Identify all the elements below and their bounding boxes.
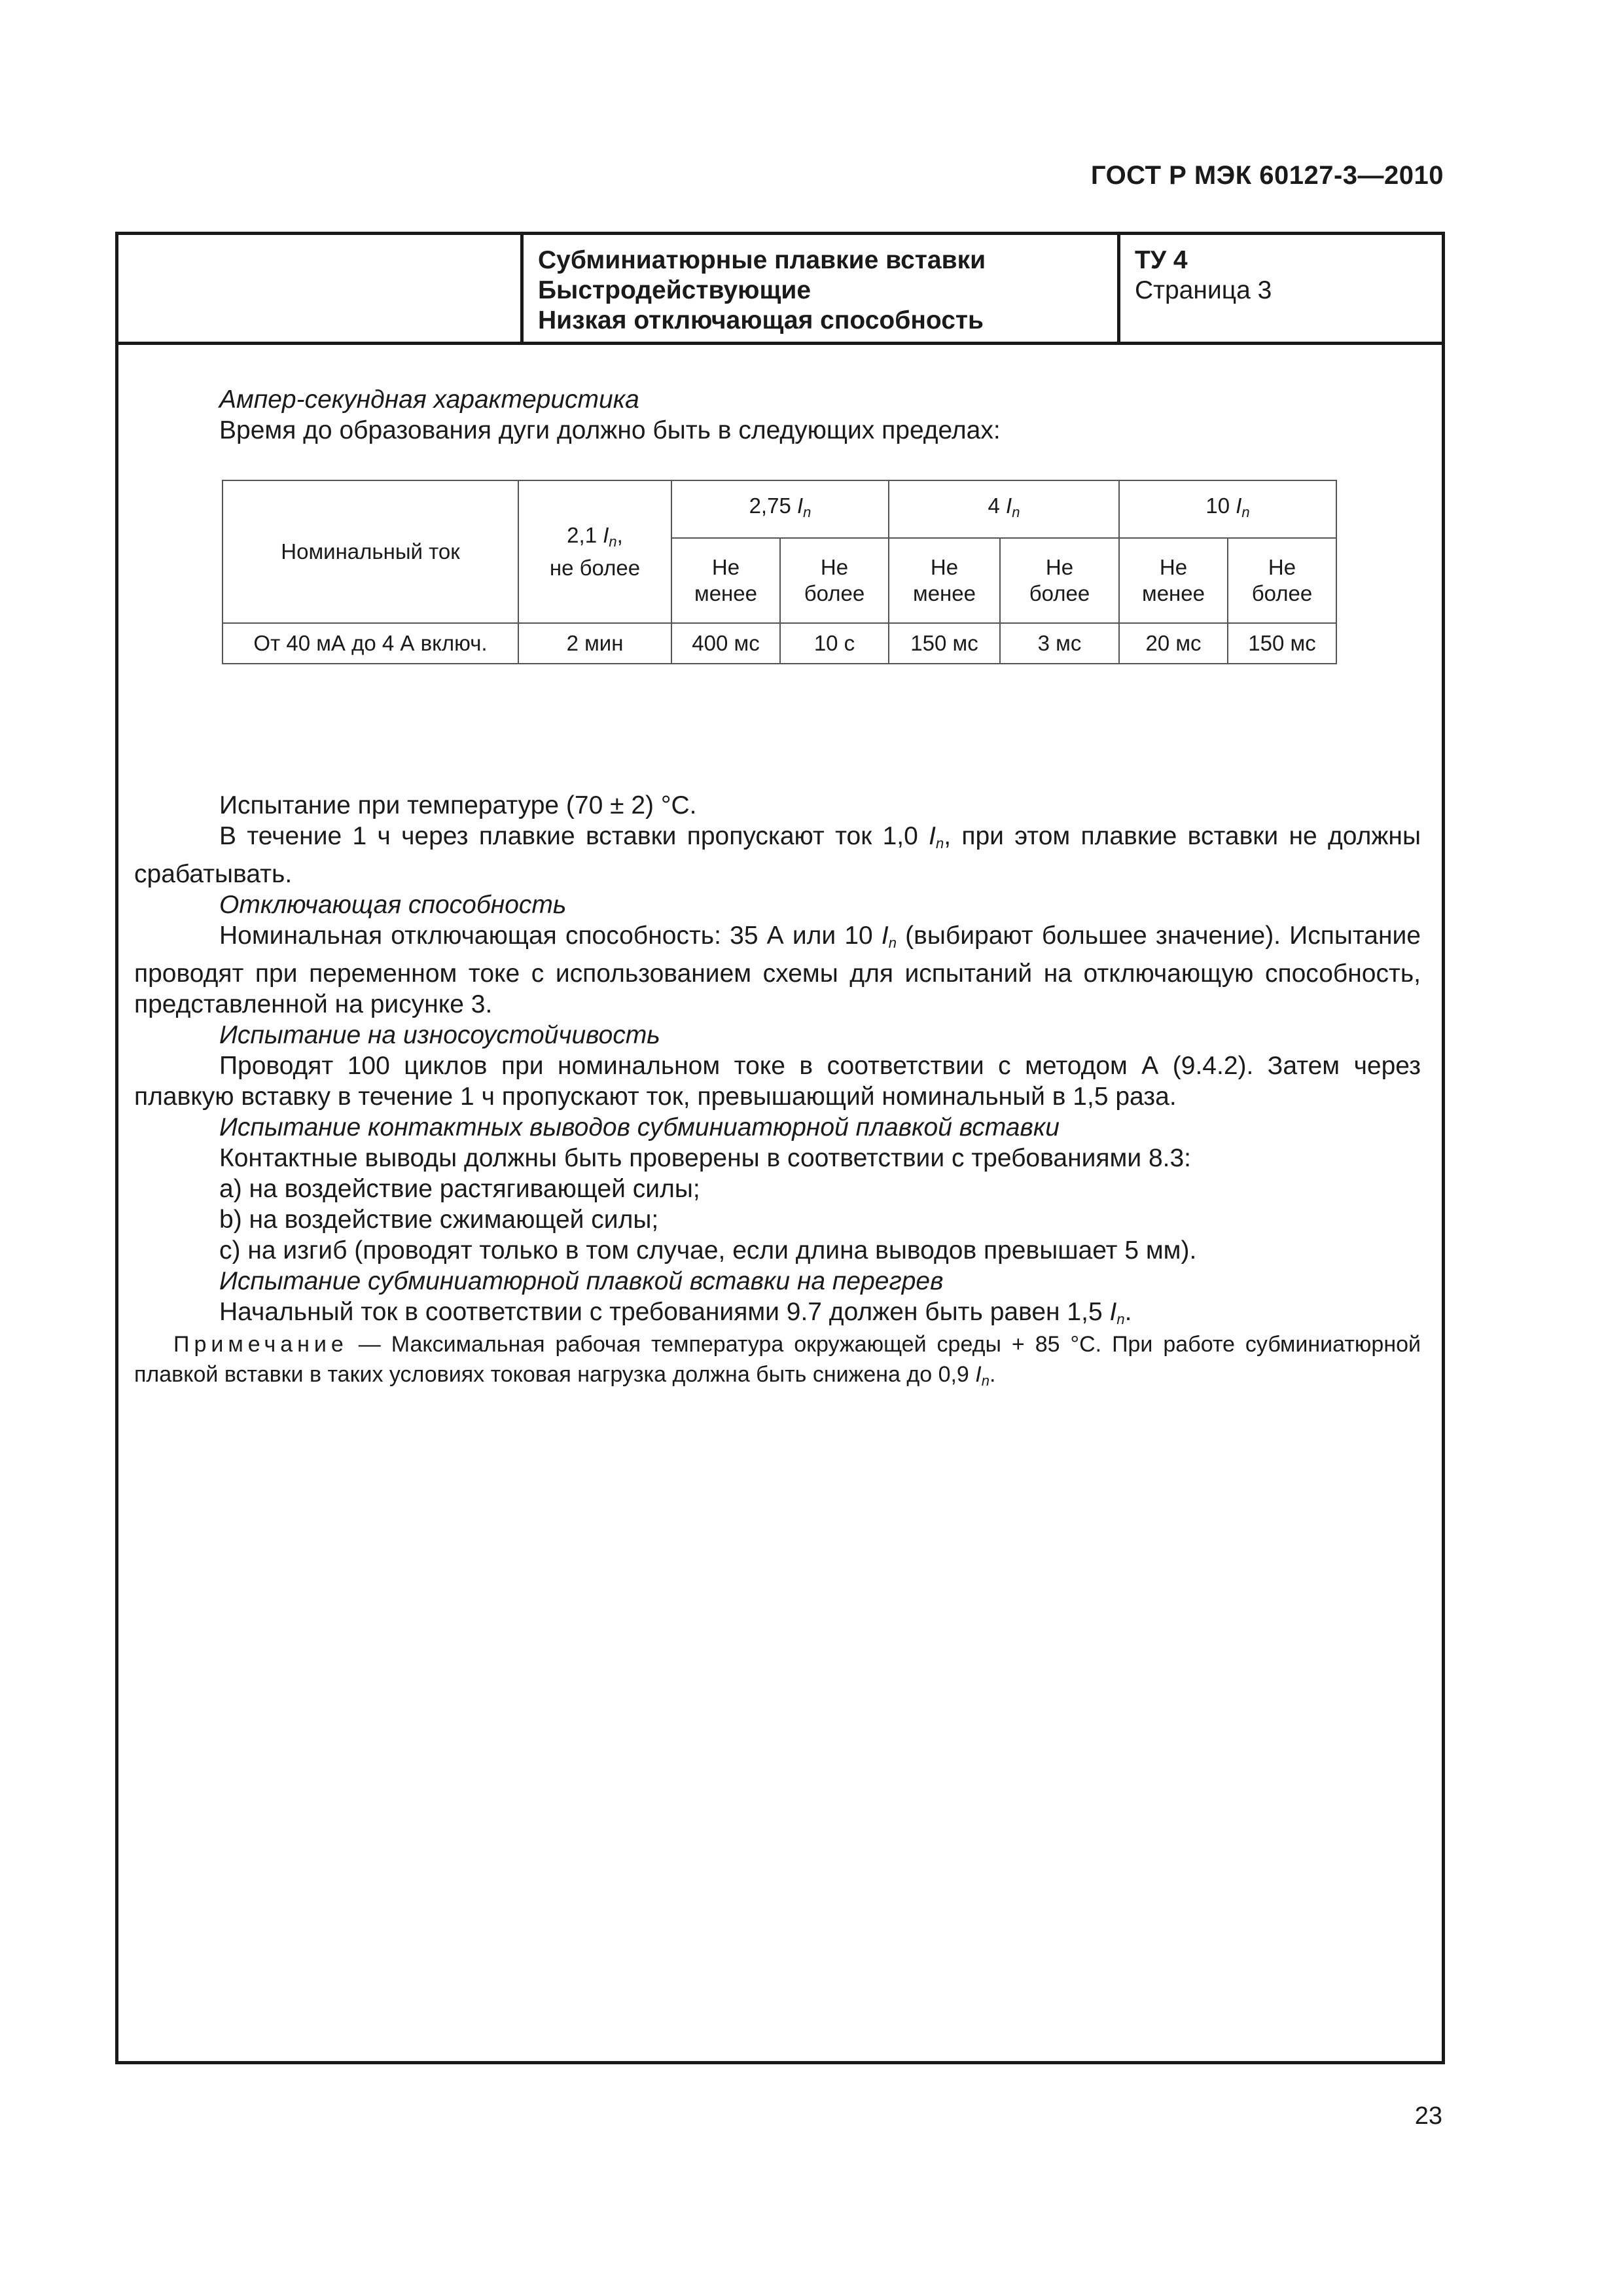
subheader-not-more: Не более xyxy=(1228,538,1336,623)
subheader-not-more: Не более xyxy=(1000,538,1119,623)
heading-breaking-capacity: Отключающая способность xyxy=(219,891,567,919)
cell-value: 150 мс xyxy=(1228,623,1336,664)
header-2-1-in: 2,1 $I_n$, не более xyxy=(518,480,671,623)
header-10-in: 10 $I_n$ xyxy=(1119,480,1336,538)
pre-arcing-time-table xyxy=(222,480,1337,664)
paragraph-terminals: Контактные выводы должны быть проверены в соответствии с требованиями 8.3: xyxy=(219,1144,1192,1172)
paragraph-limits: Время до образования дуги должно быть в следующих пределах: xyxy=(219,416,1001,444)
page-number: 23 xyxy=(1414,2102,1442,2130)
cell-value: 3 мс xyxy=(1000,623,1119,664)
heading-overheating: Испытание субминиатюрной плавкой вставки на перегрев xyxy=(219,1267,944,1295)
cell-value: 150 мс xyxy=(889,623,1000,664)
subheader-not-less: Не менее xyxy=(671,538,780,623)
cell-value: 10 с xyxy=(780,623,889,664)
subheader-not-less: Не менее xyxy=(1119,538,1228,623)
paragraph-temperature: Испытание при температуре (70 ± 2) °С. xyxy=(219,791,697,819)
sheet-body xyxy=(134,384,1421,446)
title-line: Субминиатюрные плавкие вставки xyxy=(538,246,986,274)
title-line: Низкая отключающая способность xyxy=(538,306,984,334)
sheet-id-block xyxy=(1120,235,1272,306)
sheet-header xyxy=(118,235,1442,345)
spec-sheet-frame xyxy=(115,232,1445,2064)
list-item: c) на изгиб (проводят только в том случае, если длина выводов превышает 5 мм). xyxy=(219,1236,1197,1265)
standard-code: ГОСТ Р МЭК 60127-3—2010 xyxy=(1090,161,1444,190)
header-rated-current: Номинальный ток xyxy=(223,480,518,623)
heading-terminals: Испытание контактных выводов субминиатюрной плавкой вставки xyxy=(219,1113,1060,1141)
paragraph-breaking-capacity: Номинальная отключающая способность: 35 А или 10 $I_n$ (выбирают большее значение). Испытание проводят при переменном токе с использованием схемы для испытаний на отключающую способность, представленной на рисунке 3. xyxy=(134,922,1421,1018)
cell-value: 20 мс xyxy=(1119,623,1228,664)
row-label: От 40 мА до 4 А включ. xyxy=(223,623,518,664)
cell-value: 2 мин xyxy=(518,623,671,664)
paragraph-endurance: Проводят 100 циклов при номинальном токе в соответствии с методом А (9.4.2). Затем через плавкую вставку в течение 1 ч пропускают ток, превышающий номинальный в 1,5 раза. xyxy=(134,1052,1421,1111)
sheet-id: ТУ 4 xyxy=(1135,246,1188,274)
heading-ampere-second: Ампер-секундная характеристика xyxy=(219,386,639,414)
list-item: b) на воздействие сжимающей силы; xyxy=(219,1206,659,1234)
list-item: a) на воздействие растягивающей силы; xyxy=(219,1175,700,1203)
note-label: Примечание xyxy=(173,1332,348,1357)
sheet-title xyxy=(520,235,1120,342)
sheet-body-continued xyxy=(134,790,1421,1335)
paragraph-1h-test: В течение 1 ч через плавкие вставки пропускают ток 1,0 $I_n$, при этом плавкие вставки не должны срабатывать. xyxy=(134,822,1421,888)
note: Примечание — Максимальная рабочая температура окружающей среды + 85 °С. При работе субминиатюрной плавкой вставки в таких условиях токовая нагрузка должна быть снижена до 0,9 $I_n$. xyxy=(134,1332,1421,1389)
heading-endurance: Испытание на износоустойчивость xyxy=(219,1021,660,1049)
subheader-not-less: Не менее xyxy=(889,538,1000,623)
cell-value: 400 мс xyxy=(671,623,780,664)
title-line: Быстродействующие xyxy=(538,276,812,304)
header-2-75-in: 2,75 $I_n$ xyxy=(671,480,889,538)
paragraph-overheating: Начальный ток в соответствии с требованиями 9.7 должен быть равен 1,5 $I_n$. xyxy=(219,1298,1132,1327)
subheader-not-more: Не более xyxy=(780,538,889,623)
sheet-page: Страница 3 xyxy=(1135,276,1272,304)
header-4-in: 4 $I_n$ xyxy=(889,480,1119,538)
